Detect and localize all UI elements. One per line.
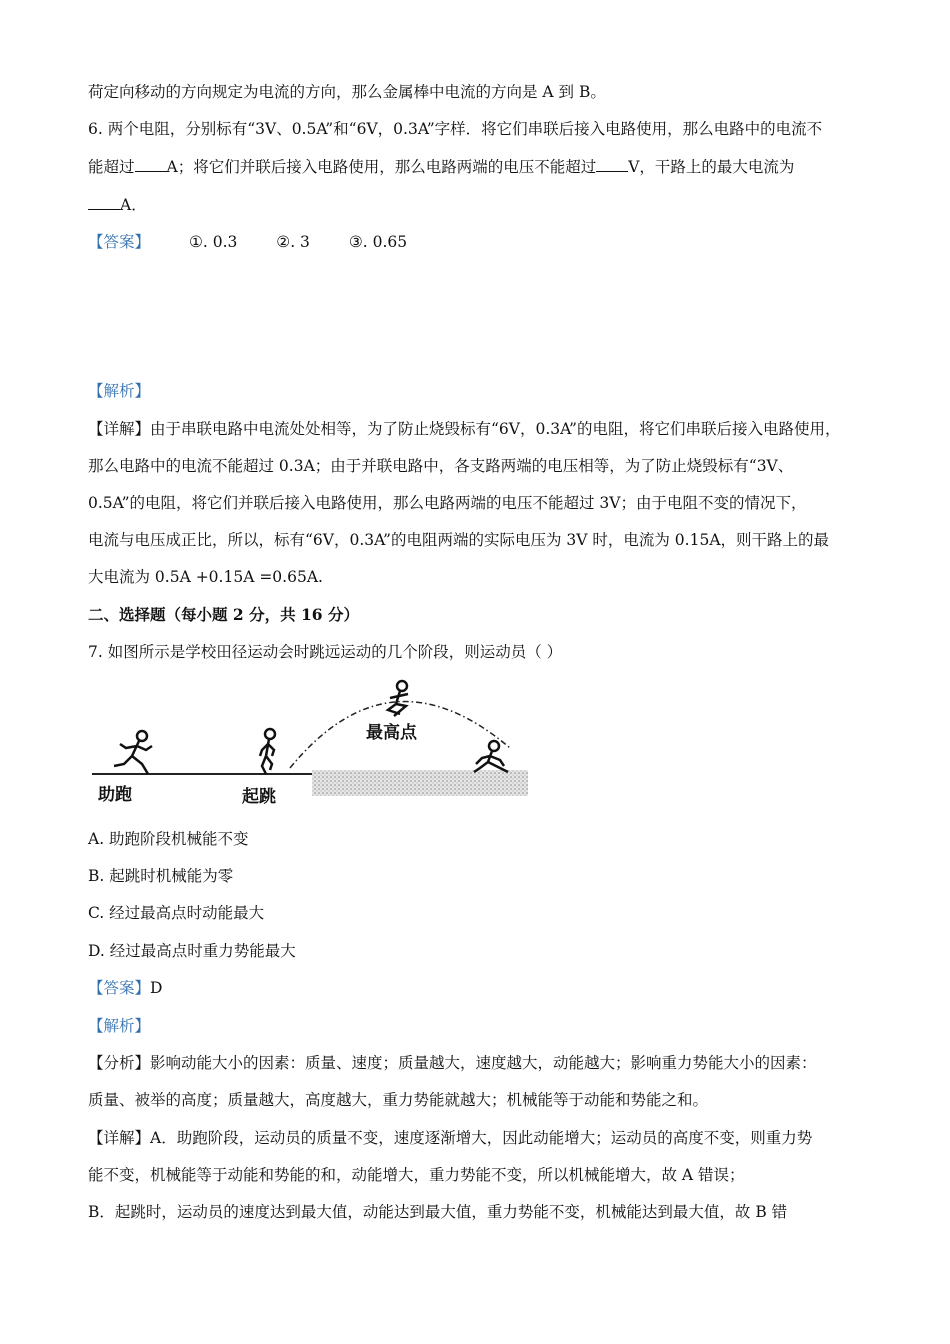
q6-stem-line2: [88, 156, 794, 178]
q6-analysis-label: 【解析】: [88, 382, 151, 400]
q7-answer: [88, 977, 162, 999]
q6-stem-line1: 6. 两个电阻，分别标有“3V、0.5A”和“6V，0.3A”字样．将它们串联后接入电路使用，那么电路中的电流不: [88, 120, 823, 138]
q6-stem-line3: [88, 194, 147, 216]
q6-blank-1: [135, 157, 167, 172]
q7-option-a: A. 助跑阶段机械能不变: [88, 830, 249, 848]
intro-text: 荷定向移动的方向规定为电流的方向，那么金属棒中电流的方向是 A 到 B。: [88, 83, 606, 101]
q7-option-d: D. 经过最高点时重力势能最大: [88, 942, 296, 960]
runner-icon: [114, 731, 152, 774]
q6-text-a: 能超过: [88, 158, 135, 176]
label-jump: 起跳: [242, 787, 276, 806]
q6-text-end: A．: [120, 196, 147, 214]
q7-option-c: C. 经过最高点时动能最大: [88, 904, 265, 922]
q6-text-c: V，干路上的最大电流为: [628, 158, 795, 176]
q6-answer: [88, 231, 407, 253]
long-jump-diagram: [90, 676, 530, 808]
sand-pit: [312, 770, 528, 796]
q7-stem: 7. 如图所示是学校田径运动会时跳远运动的几个阶段，则运动员（ ）: [88, 643, 563, 661]
takeoff-jumper-icon: [260, 729, 275, 774]
q6-detail-3: 0.5A”的电阻，将它们并联后接入电路使用，那么电路两端的电压不能超过 3V；由于电阻不变的情况下，: [88, 494, 807, 512]
q6-answer-label: 【答案】: [88, 233, 151, 251]
q7-analysis-1: 【分析】影响动能大小的因素：质量、速度；质量越大，速度越大，动能越大；影响重力势能大小的因素：: [88, 1054, 817, 1072]
q7-analysis-label: 【解析】: [88, 1017, 151, 1035]
q7-analysis-4: 能不变，机械能等于动能和势能的和，动能增大，重力势能不变，所以机械能增大，故 A 错误；: [88, 1166, 745, 1184]
section-title: 二、选择题（每小题 2 分，共 16 分）: [88, 605, 359, 624]
q6-detail-2: 那么电路中的电流不能超过 0.3A；由于并联电路中，各支路两端的电压相等，为了防止烧毁标有“3V、: [88, 457, 794, 475]
q7-answer-value: D: [150, 979, 163, 997]
label-run: 助跑: [98, 785, 132, 804]
q7-analysis-2: 质量、被举的高度；质量越大，高度越大，重力势能就越大；机械能等于动能和势能之和。: [88, 1091, 709, 1109]
landing-jumper-icon: [474, 741, 508, 772]
long-jump-figure: [90, 676, 530, 808]
q7-answer-label: 【答案】: [88, 979, 151, 997]
q6-detail-4: 电流与电压成正比，所以，标有“6V，0.3A”的电阻两端的实际电压为 3V 时，电流为 0.15A，则干路上的最: [88, 531, 830, 549]
q6-detail-5: 大电流为 0.5A +0.15A =0.65A.: [88, 568, 323, 586]
q6-blank-2: [596, 157, 628, 172]
q6-detail-1: 【详解】由于串联电路中电流处处相等，为了防止烧毁标有“6V，0.3A”的电阻，将它们串联后接入电路使用，: [88, 420, 841, 438]
q6-blank-3: [88, 195, 120, 210]
q6-answer-1: ①. 0.3: [188, 233, 238, 251]
q7-analysis-3: 【详解】A．助跑阶段，运动员的质量不变，速度逐渐增大，因此动能增大；运动员的高度不变，则重力势: [88, 1129, 813, 1147]
q6-text-b: A；将它们并联后接入电路使用，那么电路两端的电压不能超过: [166, 158, 597, 176]
q6-answer-2: ②. 3: [276, 233, 310, 251]
q7-option-b: B. 起跳时机械能为零: [88, 867, 234, 885]
q7-analysis-5: B．起跳时，运动员的速度达到最大值，动能达到最大值，重力势能不变，机械能达到最大值，故 B 错: [88, 1203, 788, 1221]
q6-answer-3: ③. 0.65: [348, 233, 408, 251]
peak-jumper-icon: [388, 681, 408, 716]
label-peak: 最高点: [366, 723, 417, 742]
